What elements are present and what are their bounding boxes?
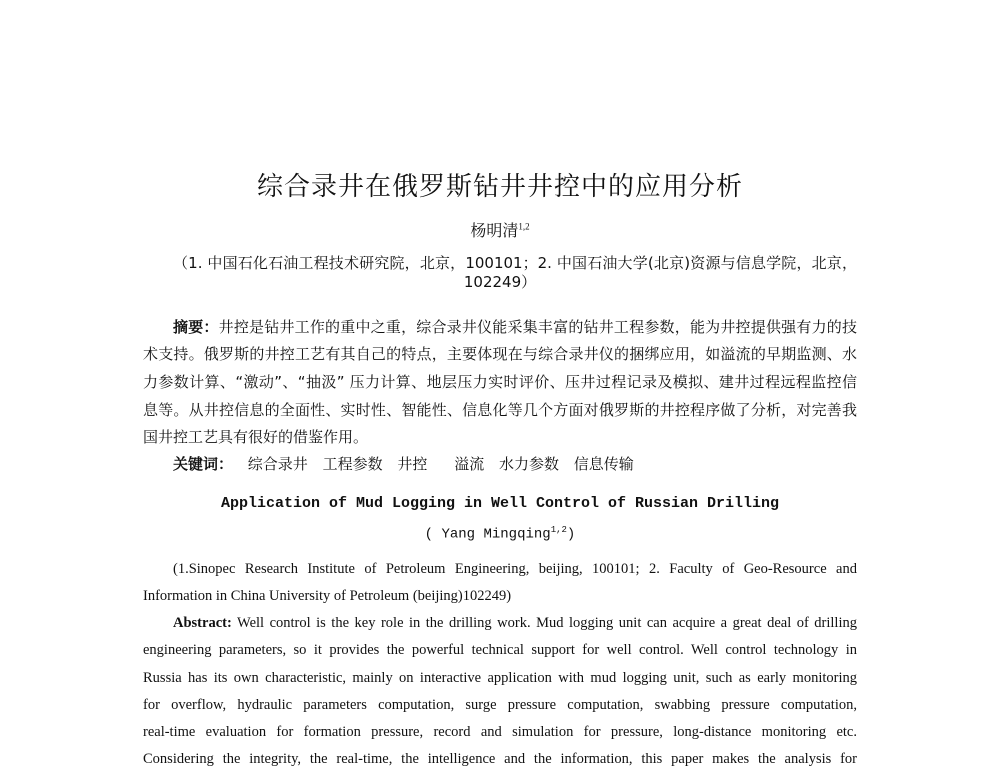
abstract-en-line bbox=[143, 615, 857, 632]
abstract-cn-line: 力参数计算、“激动”、“抽汲” 压力计算、地层压力实时评价、压井过程记录及模拟、建井过程远程监控信 bbox=[143, 373, 857, 391]
english-author bbox=[143, 525, 857, 543]
abstract-cn-line: 息等。从井控信息的全面性、实时性、智能性、信息化等几个方面对俄罗斯的井控程序做了分析，对完善我 bbox=[143, 401, 857, 419]
abstract-en-line: real-time evaluation for formation pressure, record and simulation for pressure, long-distance monitoring etc. bbox=[143, 724, 857, 740]
abstract-cn-line: 国井控工艺具有很好的借鉴作用。 bbox=[143, 428, 369, 446]
keywords-label: 关键词： bbox=[173, 455, 234, 473]
abstract-cn-line bbox=[143, 316, 857, 337]
author-affil-sup: 1,2 bbox=[518, 221, 530, 232]
keyword: 信息传输 bbox=[573, 455, 634, 473]
abstract-en-line: engineering parameters, so it provides the powerful technical support for well control. Well control technology in bbox=[143, 642, 857, 658]
affiliation-cn-line: （1. 中国石化石油工程技术研究院，北京，100101；2. 中国石油大学(北京)资源与信息学院，北京， bbox=[173, 254, 857, 272]
keywords-cn bbox=[143, 453, 857, 474]
abstract-en-line: Considering the integrity, the real-time, the intelligence and the information, this paper makes the analysis for bbox=[143, 751, 857, 767]
abstract-en-line: Russia has its own characteristic, mainly on interactive application with mud logging unit, such as early monitoring bbox=[143, 670, 857, 686]
abstract-en-text: Well control is the key role in the drilling work. Mud logging unit can acquire a great deal of drilling bbox=[237, 615, 857, 631]
keyword: 水力参数 bbox=[498, 455, 559, 473]
abstract-cn-text: 井控是钻井工作的重中之重，综合录井仪能采集丰富的钻井工程参数，能为井控提供强有力的技 bbox=[218, 318, 857, 336]
affiliation-en-line: Information in China University of Petroleum (beijing)102249) bbox=[143, 588, 512, 604]
affiliation-en-line: (1.Sinopec Research Institute of Petroleum Engineering, beijing, 100101; 2. Faculty of Geo-Resource and bbox=[173, 561, 857, 577]
keyword: 井控 bbox=[397, 455, 428, 473]
english-author-sup: 1,2 bbox=[550, 525, 567, 535]
affiliation-cn-line: 102249） bbox=[463, 273, 537, 291]
paper-title: 综合录井在俄罗斯钻井井控中的应用分析 bbox=[256, 172, 743, 202]
author bbox=[143, 218, 857, 241]
english-title: Application of Mud Logging in Well Control of Russian Drilling bbox=[220, 495, 780, 512]
abstract-en-label: Abstract: bbox=[173, 615, 232, 631]
abstract-cn-line: 术支持。俄罗斯的井控工艺有其自己的特点，主要体现在与综合录井仪的捆绑应用，如溢流的早期监测、水 bbox=[143, 345, 857, 363]
keyword: 溢流 bbox=[454, 455, 485, 473]
keyword: 工程参数 bbox=[322, 455, 383, 473]
abstract-en-line: for overflow, hydraulic parameters computation, surge pressure computation, swabbing pressure computation, bbox=[143, 697, 857, 713]
author-name: 杨明清 bbox=[470, 223, 519, 240]
keyword: 综合录井 bbox=[247, 455, 308, 473]
english-author-name: ( Yang Mingqing bbox=[424, 526, 551, 543]
english-author-close: ) bbox=[566, 526, 576, 543]
abstract-cn-label: 摘要： bbox=[173, 318, 219, 336]
